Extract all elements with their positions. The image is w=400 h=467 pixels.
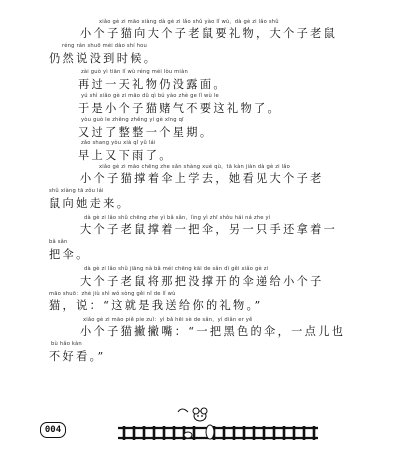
- cat-mouse-umbrella-icon: [118, 402, 318, 448]
- pinyin-line: yú shì xiǎo gè zi māo dǔ qì bú yào zhè ge lǐ wù le: [81, 93, 219, 99]
- pinyin-line: shǔ xiàng tā zǒu lái: [49, 188, 104, 194]
- hanzi-line: 把伞。: [49, 248, 90, 261]
- hanzi-line: 再过一天礼物仍没露面。: [78, 78, 227, 91]
- page-number: 004: [40, 422, 66, 438]
- hanzi-line: 仍然说没到时候。: [49, 52, 158, 65]
- pinyin-line: xiǎo gè zi māo piě pie zuǐ：yì bǎ hēi sè de sǎn，yì diǎn er yě: [83, 317, 253, 323]
- hanzi-line: 小个子猫撑着伞上学去，她看见大个子老: [80, 172, 324, 185]
- pinyin-line: zǎo shang yòu xià qǐ yǔ lái: [81, 140, 156, 146]
- hanzi-line: 小个子猫向大个子老鼠要礼物，大个子老鼠: [80, 27, 338, 40]
- pinyin-line: réng rán shuō méi dào shí hou: [62, 43, 148, 49]
- hanzi-line: 小个子猫撇撇嘴：“一把黑色的伞，一点儿也: [80, 325, 346, 338]
- pinyin-line: yòu guò le zhěng zhěng yí gè xīng qī: [81, 117, 184, 123]
- hanzi-line: 于是小个子猫赌气不要这礼物了。: [78, 102, 282, 115]
- hanzi-line: 早上又下雨了。: [78, 149, 173, 162]
- pinyin-line: xiǎo gè zi māo xiàng dà gè zi lǎo shǔ yào lǐ wù，dà gè zi lǎo shǔ: [99, 19, 279, 25]
- pinyin-line: bù hǎo kàn: [51, 341, 82, 347]
- pinyin-line: māo shuō：zhè jiù shì wǒ sòng gěi nǐ de lǐ wù: [49, 291, 176, 297]
- hanzi-line: 不好看。”: [49, 350, 106, 363]
- hanzi-line: 大个子老鼠将那把没撑开的伞递给小个子: [80, 275, 324, 288]
- pinyin-line: zài guò yì tiān lǐ wù réng méi lòu miàn: [81, 69, 188, 75]
- hanzi-line: 猫，说：“这就是我送给你的礼物。”: [49, 299, 263, 312]
- hanzi-line: 又过了整整一个星期。: [78, 126, 214, 139]
- pinyin-line: dà gè zi lǎo shǔ jiāng nà bǎ méi chēng kāi de sǎn dì gěi xiǎo gè zi: [84, 266, 269, 272]
- pinyin-line: xiǎo gè zi māo chēng zhe sǎn shàng xué qù，tā kàn jiàn dà gè zi lǎo: [99, 164, 291, 170]
- hanzi-line: 鼠向她走来。: [49, 197, 131, 210]
- hanzi-line: 大个子老鼠撑着一把伞，另一只手还拿着一: [80, 223, 338, 236]
- pinyin-line: bǎ sǎn: [49, 239, 68, 245]
- pinyin-line: dà gè zi lǎo shǔ chēng zhe yì bǎ sǎn，lìng yì zhī shǒu hái ná zhe yì: [84, 215, 271, 221]
